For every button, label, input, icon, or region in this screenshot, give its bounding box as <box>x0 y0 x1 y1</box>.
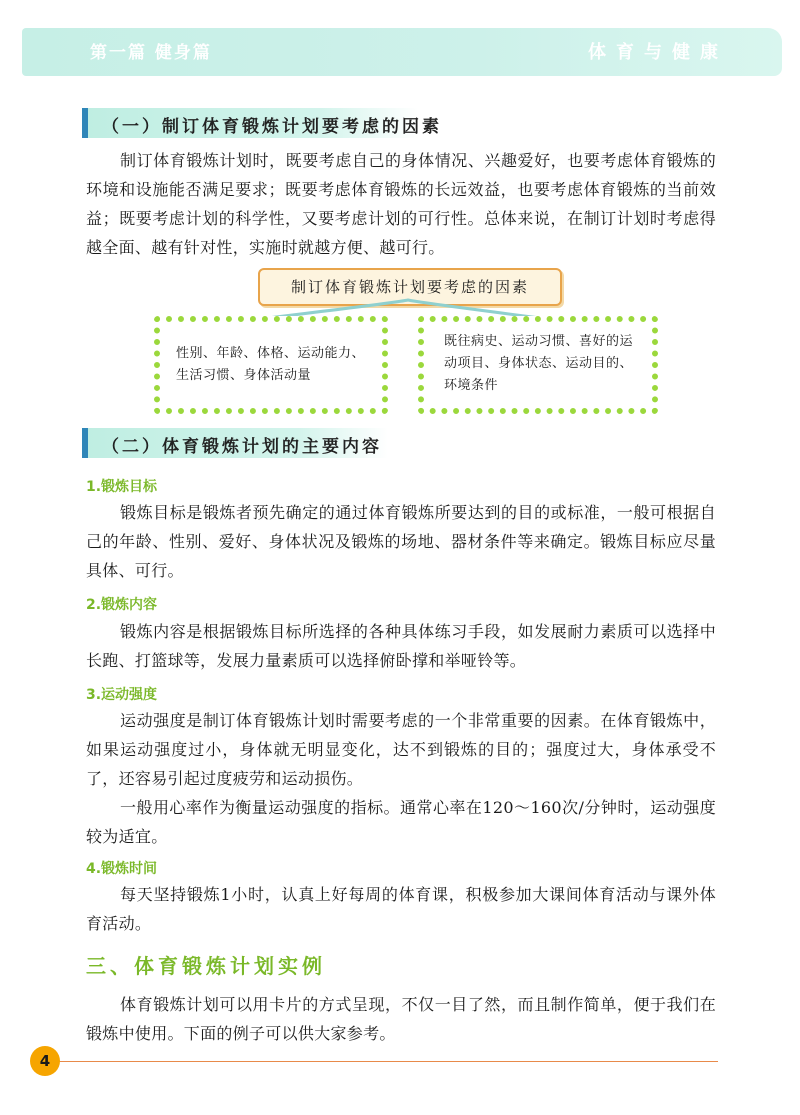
page-number: 4 <box>30 1046 60 1076</box>
section-heading-bar <box>82 428 388 458</box>
footer-rule <box>58 1061 718 1062</box>
section-paragraph: 体育锻炼计划可以用卡片的方式呈现，不仅一目了然，而且制作简单，便于我们在锻炼中使用。下面的例子可以供大家参考。 <box>86 995 716 1043</box>
subsection-heading: 1.锻炼目标 <box>86 479 158 495</box>
subsection-heading: 4.锻炼时间 <box>86 861 158 877</box>
subsection-paragraph: 每天坚持锻炼1小时，认真上好每周的体育课，积极参加大课间体育活动与课外体育活动。 <box>86 885 716 933</box>
diagram-connector <box>0 0 800 340</box>
part-title: 第一篇 健身篇 <box>90 43 212 63</box>
diagram-title: 制订体育锻炼计划要考虑的因素 <box>258 268 562 306</box>
factor-text-right: 既往病史、运动习惯、喜好的运动项目、身体状态、运动目的、环境条件 <box>444 334 634 393</box>
factor-text-left: 性别、年龄、体格、运动能力、生活习惯、身体活动量 <box>176 346 366 383</box>
subsection-heading: 2.锻炼内容 <box>86 597 158 613</box>
subsection-paragraph: 一般用心率作为衡量运动强度的指标。通常心率在120～160次/分钟时，运动强度较为适宜。 <box>86 798 716 846</box>
subsection-paragraph: 锻炼目标是锻炼者预先确定的通过体育锻炼所要达到的目的或标准，一般可根据自己的年龄、性别、爱好、身体状况及锻炼的场地、器材条件等来确定。锻炼目标应尽量具体、可行。 <box>86 503 716 580</box>
section-paragraph: 制订体育锻炼计划时，既要考虑自己的身体情况、兴趣爱好，也要考虑体育锻炼的环境和设施能否满足要求；既要考虑体育锻炼的长远效益，也要考虑体育锻炼的当前效益；既要考虑计划的科学性，又要考虑计划的可行性。总体来说，在制订计划时考虑得越全面、越有针对性，实施时就越方便、越可行。 <box>86 151 716 257</box>
chapter-heading: 三、体育锻炼计划实例 <box>86 954 326 978</box>
book-title: 体育与健康 <box>588 42 728 63</box>
subsection-paragraph: 运动强度是制订体育锻炼计划时需要考虑的一个非常重要的因素。在体育锻炼中，如果运动强度过小，身体就无明显变化，达不到锻炼的目的；强度过大，身体承受不了，还容易引起过度疲劳和运动损伤。 <box>86 711 716 788</box>
subsection-heading: 3.运动强度 <box>86 687 158 703</box>
section-heading: （一）制订体育锻炼计划要考虑的因素 <box>102 117 442 137</box>
section-heading: （二）体育锻炼计划的主要内容 <box>102 437 382 457</box>
subsection-paragraph: 锻炼内容是根据锻炼目标所选择的各种具体练习手段，如发展耐力素质可以选择中长跑、打篮球等，发展力量素质可以选择俯卧撑和举哑铃等。 <box>86 622 716 670</box>
